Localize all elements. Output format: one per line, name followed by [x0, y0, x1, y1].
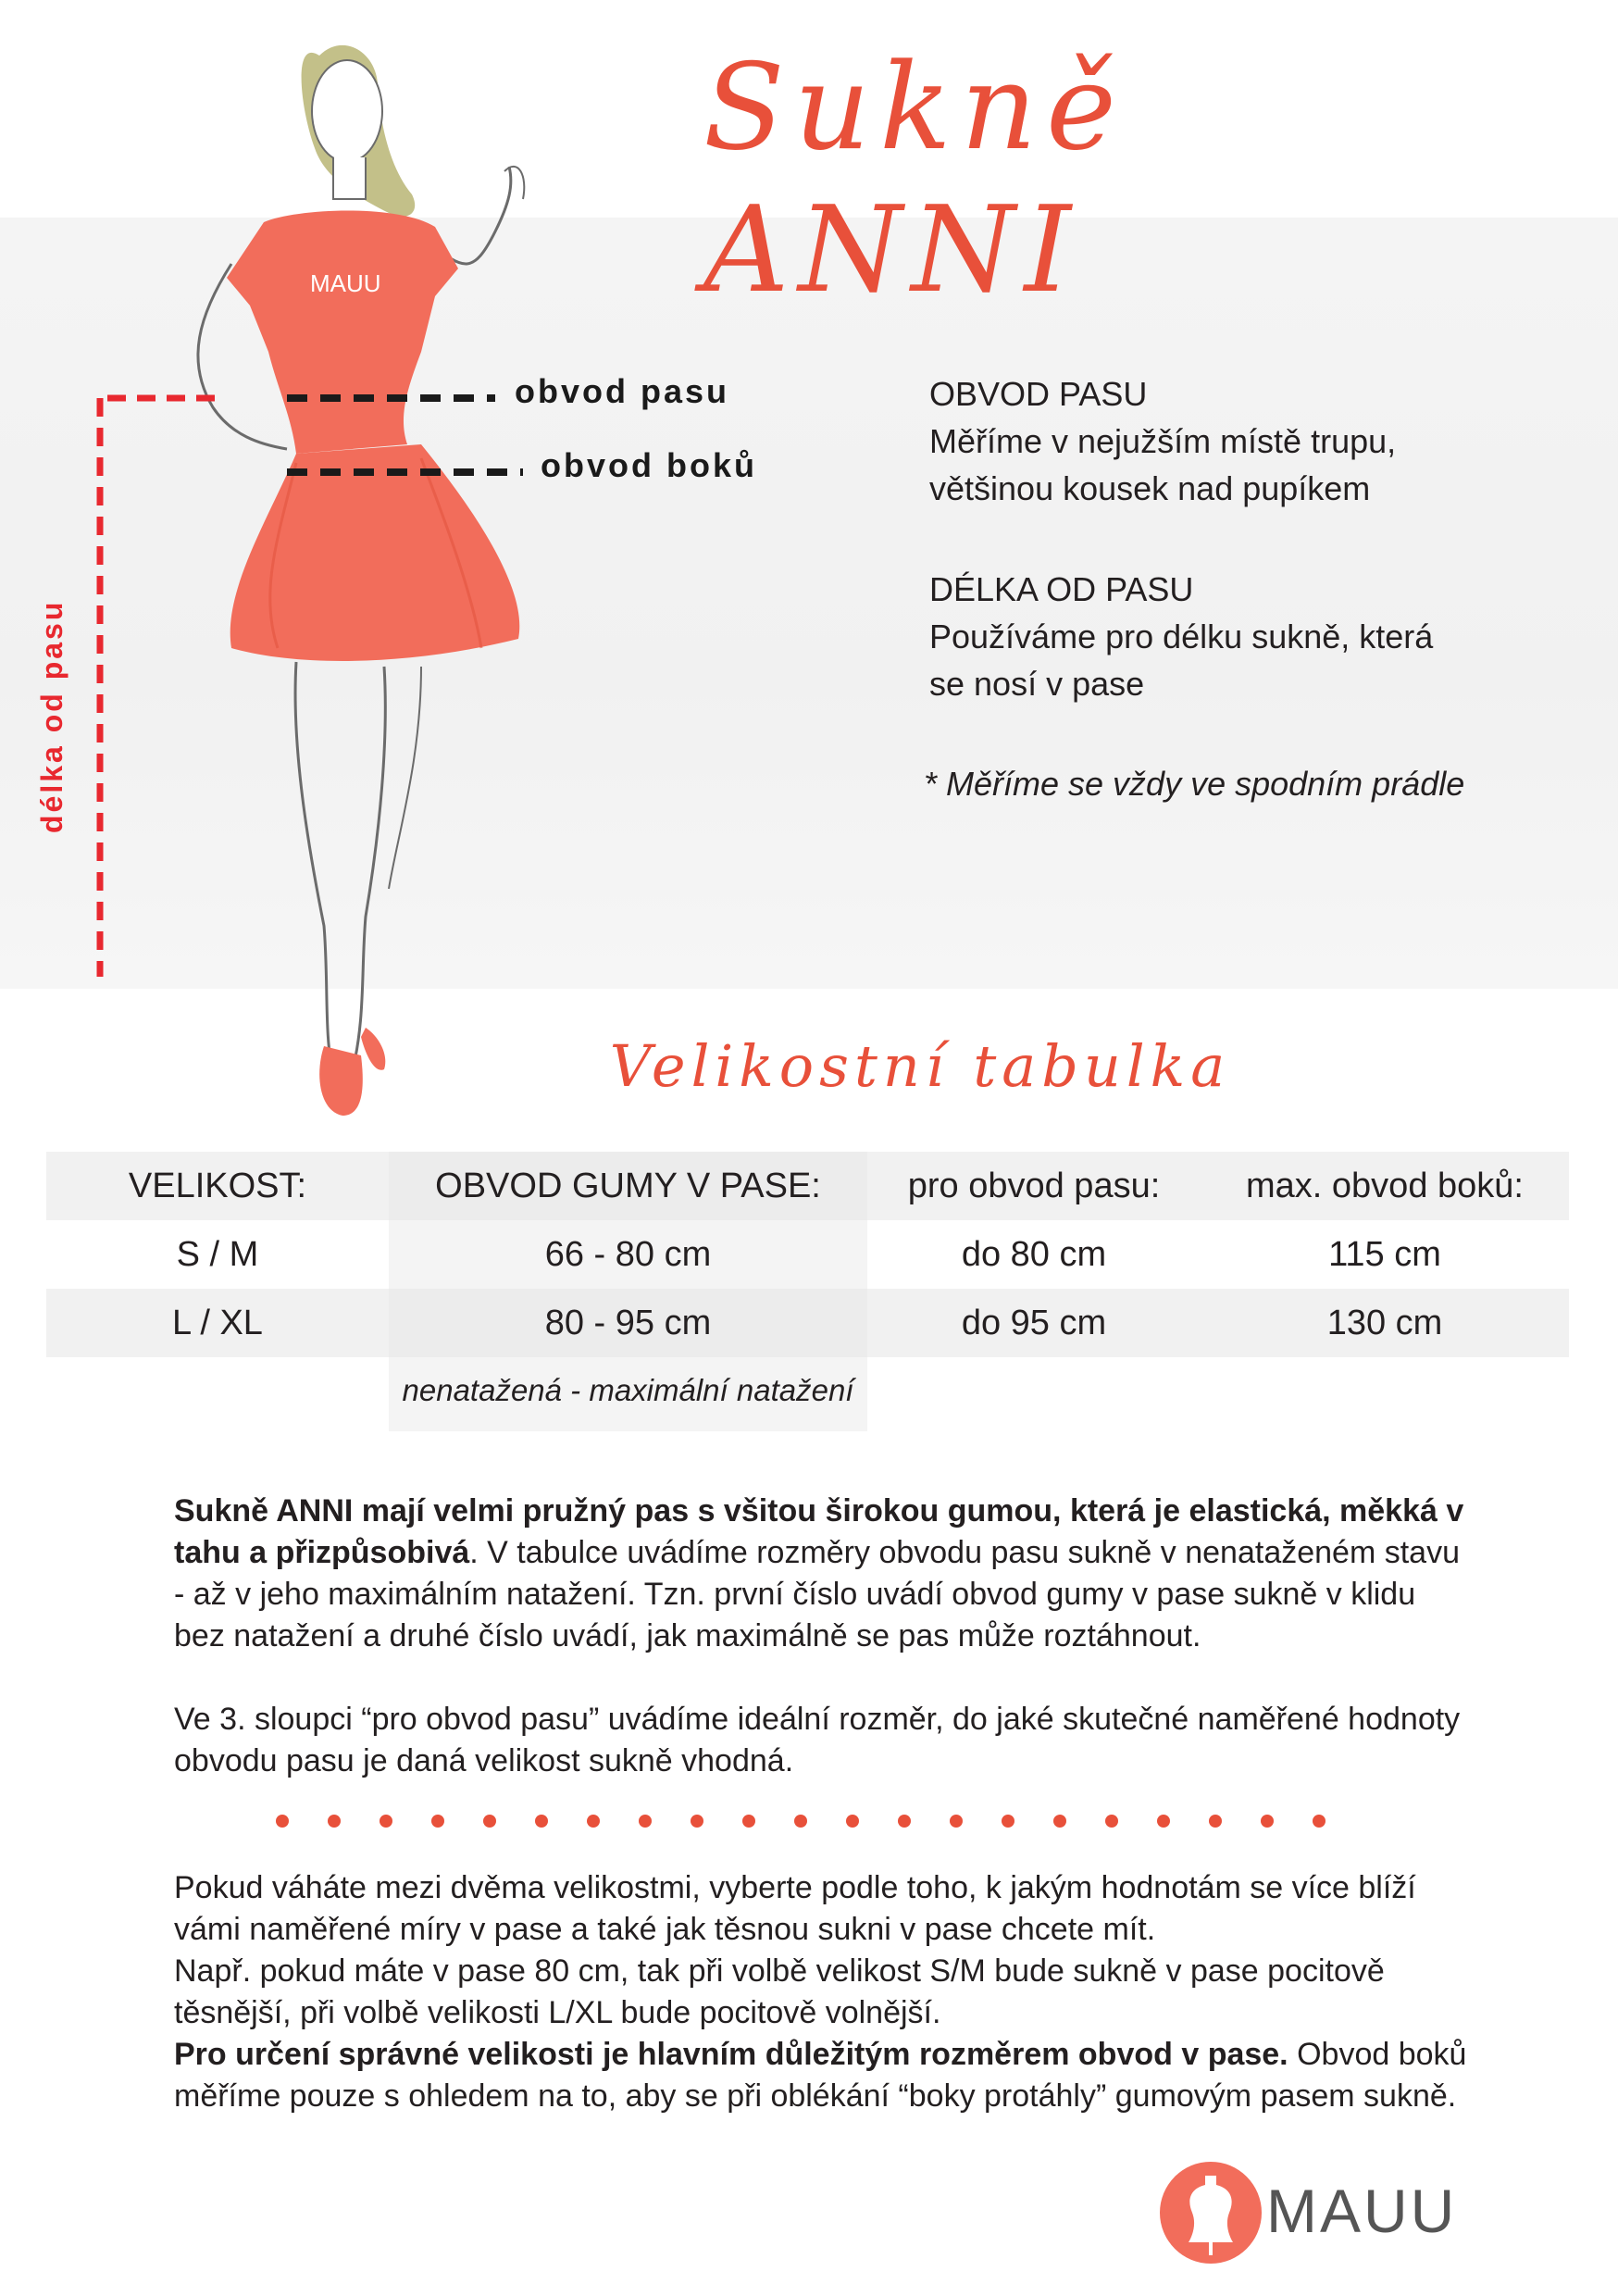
table-cell: 80 - 95 cm — [389, 1289, 867, 1357]
info-length — [929, 566, 1433, 707]
divider-dot — [950, 1815, 963, 1828]
table-caption: nenatažená - maximální natažení — [389, 1357, 867, 1431]
divider-dot — [1157, 1815, 1170, 1828]
paragraph-1-bold: Sukně ANNI mají velmi pružný pas s všitou širokou gumou, která je elastická, měkká v tahu a přizpůsobivá — [174, 1493, 1464, 1570]
dot-divider — [276, 1815, 1340, 1833]
divider-dot — [846, 1815, 859, 1828]
table-row — [46, 1289, 1569, 1357]
divider-dot — [535, 1815, 548, 1828]
info-waist-heading: OBVOD PASU — [929, 375, 1148, 413]
table-cell: 115 cm — [1328, 1235, 1441, 1274]
info-length-line: Používáme pro délku sukně, která — [929, 618, 1434, 655]
brand-logo-text: MAUU — [1266, 2177, 1458, 2245]
divider-dot — [742, 1815, 755, 1828]
paragraph-1-text: . V tabulce uvádíme rozměry obvodu pasu sukně v nenataženém stavu - až v jeho maximálním natažení. Tzn. první číslo uvádí obvod gumy v pase sukně v klidu bez natažení a druhé číslo uvádí, jak maximálně se pas může roztáhnout. — [174, 1535, 1460, 1653]
divider-dot — [794, 1815, 807, 1828]
paragraph-2: Ve 3. sloupci “pro obvod pasu” uvádíme ideální rozměr, do jaké skutečné naměřené hodnoty obvodu pasu je daná velikost sukně vhodná. — [174, 1702, 1461, 1778]
divider-dot — [380, 1815, 392, 1828]
divider-dot — [639, 1815, 652, 1828]
divider-dot — [587, 1815, 600, 1828]
info-waist-line: Měříme v nejužším místě trupu, — [929, 422, 1397, 460]
table-header-cell: OBVOD GUMY V PASE: — [389, 1152, 867, 1220]
divider-dot — [276, 1815, 289, 1828]
paragraph-5-text: Obvod boků měříme pouze s ohledem na to, aby se při oblékání “boky protáhly” gumovým pasem sukně. — [174, 2037, 1467, 2114]
divider-dot — [691, 1815, 703, 1828]
paragraph-5 — [174, 2034, 1470, 2117]
table-cell: 130 cm — [1326, 1304, 1443, 1342]
hips-label: obvod boků — [541, 446, 757, 484]
info-length-heading: DÉLKA OD PASU — [929, 570, 1194, 608]
table-header-cell: pro obvod pasu: — [907, 1167, 1161, 1205]
paragraph-1 — [174, 1491, 1470, 1657]
divider-dot — [1053, 1815, 1066, 1828]
divider-dot — [1002, 1815, 1014, 1828]
paragraph-3: Pokud váháte mezi dvěma velikostmi, vyberte podle toho, k jakým hodnotám se více blíží vámi naměřené míry v pase a také jak těsnou sukni v pase chcete mít. — [174, 1870, 1416, 1947]
page-title: Sukně ANNI — [703, 39, 1126, 319]
table-cell: L / XL — [172, 1304, 263, 1342]
divider-dot — [483, 1815, 496, 1828]
table-header-cell: max. obvod boků: — [1246, 1167, 1524, 1205]
length-label: délka od pasu — [35, 599, 68, 833]
waist-label: obvod pasu — [515, 372, 730, 410]
table-header-cell: VELIKOST: — [128, 1167, 307, 1205]
model-illustration — [0, 0, 648, 1148]
underwear-note: * Měříme se vždy ve spodním prádle — [924, 765, 1465, 803]
divider-dot — [1105, 1815, 1118, 1828]
divider-dot — [898, 1815, 911, 1828]
table-cell: S / M — [176, 1235, 259, 1274]
size-table-title: Velikostní tabulka — [609, 1032, 1231, 1100]
info-waist — [929, 370, 1396, 512]
info-waist-line: většinou kousek nad pupíkem — [929, 469, 1371, 507]
paragraph-5-bold: Pro určení správné velikosti je hlavním důležitým rozměrem obvod v pase. — [174, 2037, 1288, 2072]
divider-dot — [328, 1815, 341, 1828]
table-cell: do 95 cm — [961, 1304, 1107, 1342]
divider-dot — [1313, 1815, 1326, 1828]
table-header-row — [46, 1152, 1569, 1220]
table-row — [46, 1220, 1569, 1289]
table-cell: do 80 cm — [961, 1235, 1107, 1274]
paragraph-4: Např. pokud máte v pase 80 cm, tak při volbě velikost S/M bude sukně v pase pocitově těsnější, při volbě velikosti L/XL bude pocitově volnější. — [174, 1953, 1385, 2030]
info-length-line: se nosí v pase — [929, 665, 1145, 703]
divider-dot — [431, 1815, 444, 1828]
divider-dot — [1209, 1815, 1222, 1828]
table-cell: 66 - 80 cm — [389, 1220, 867, 1289]
shirt-logo: MAUU — [310, 269, 381, 297]
divider-dot — [1261, 1815, 1274, 1828]
